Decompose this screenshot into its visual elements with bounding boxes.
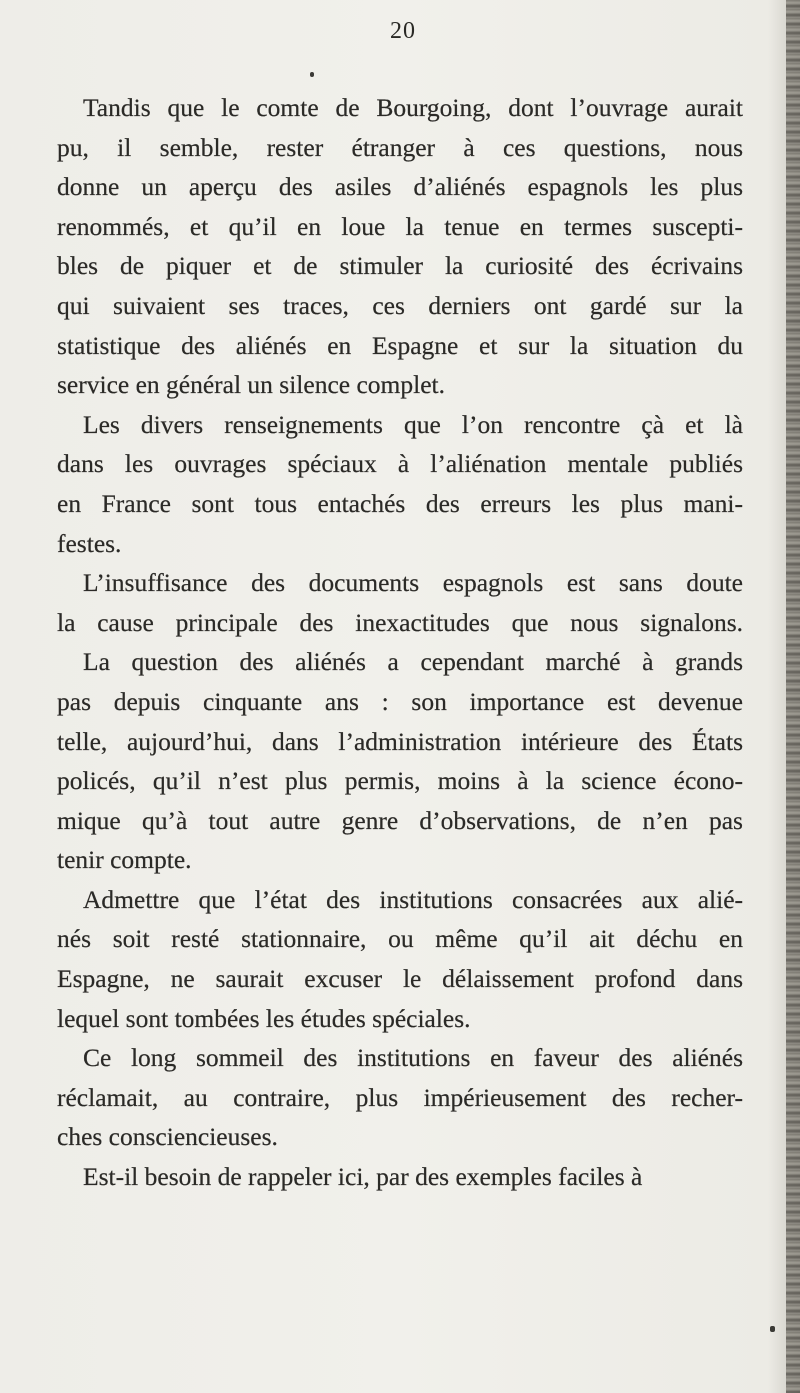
body-text [57,88,743,1197]
text-line: pu, il semble, rester étranger à ces questions, nous [57,132,743,162]
text-line: nés soit resté stationnaire, ou même qu’il ait déchu en [57,924,743,954]
text-line: La question des aliénés a cependant marché à grands [83,647,743,677]
text-line: en France sont tous entachés des erreurs les plus mani- [57,488,743,518]
text-line: mique qu’à tout autre genre d’observations, de n’en pas [57,805,743,835]
text-line: festes. [57,528,122,558]
text-line: Ce long sommeil des institutions en faveur des aliénés [83,1043,743,1073]
text-line: Les divers renseignements que l’on rencontre çà et là [83,409,743,439]
text-line: tenir compte. [57,845,192,875]
text-line: policés, qu’il n’est plus permis, moins à la science écono- [57,766,743,796]
text-line: lequel sont tombées les études spéciales. [57,1003,471,1033]
text-line: Espagne, ne saurait excuser le délaissement profond dans [57,964,743,994]
text-line: Est-il besoin de rappeler ici, par des exemples faciles à [83,1162,643,1192]
text-line: bles de piquer et de stimuler la curiosité des écrivains [57,251,743,281]
page-number: 20 [390,18,416,44]
ink-speck [770,1326,775,1332]
text-line: donne un aperçu des asiles d’aliénés espagnols les plus [57,172,743,202]
text-line: L’insuffisance des documents espagnols est sans doute [83,568,743,598]
text-line: service en général un silence complet. [57,370,445,400]
page-binding-edge [786,0,800,1393]
text-line: Admettre que l’état des institutions consacrées aux alié- [83,884,743,914]
text-line: ches consciencieuses. [57,1122,278,1152]
text-line: dans les ouvrages spéciaux à l’aliénation mentale publiés [57,449,743,479]
text-line: la cause principale des inexactitudes que nous signalons. [57,607,743,637]
text-line: renommés, et qu’il en loue la tenue en termes suscepti- [57,211,743,241]
text-line: pas depuis cinquante ans : son importance est devenue [57,686,743,716]
text-line: telle, aujourd’hui, dans l’administration intérieure des États [57,726,743,756]
text-line: Tandis que le comte de Bourgoing, dont l’ouvrage aurait [83,93,743,122]
text-line: qui suivaient ses traces, ces derniers ont gardé sur la [57,290,743,320]
ink-speck [310,72,314,77]
text-line: réclamait, au contraire, plus impérieusement des recher- [57,1082,743,1112]
text-line: statistique des aliénés en Espagne et sur la situation du [57,330,743,360]
